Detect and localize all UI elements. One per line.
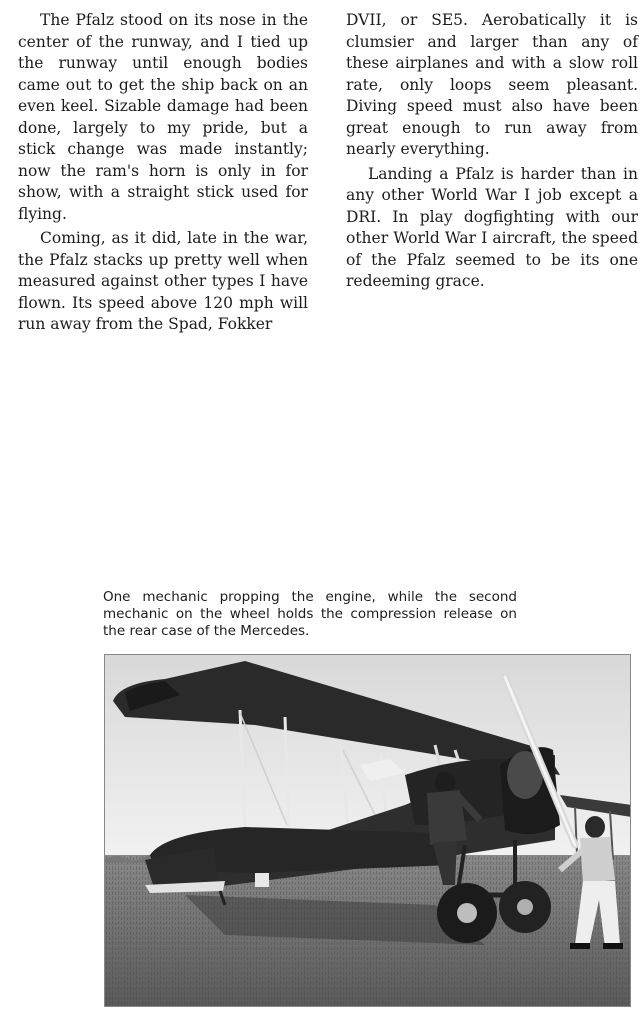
paragraph: The Pfalz stood on its nose in the center of the runway, and I tied up the runway until enough bodies came out to get the ship back on an even keel. Sizable damage had been done, largely to my pride, but a stick change was made instantly; now the ram's horn is only in for show, with a straight stick used for flying. bbox=[18, 11, 308, 223]
paragraph: Landing a Pfalz is harder than in any other World War I job except a DRI. In play dogfighting with our other World War I aircraft, the speed of the Pfalz seemed to be its one redeeming grace. bbox=[346, 164, 638, 290]
paragraph-continued: DVII, or SE5. Aerobatically it is clumsier and larger than any of these airplanes and with a slow roll rate, only loops seem pleasant. Diving speed must also have been great enough to run away from nearly everything. bbox=[346, 11, 638, 158]
figure-caption: One mechanic propping the engine, while the second mechanic on the wheel holds the compression release on the rear case of the Mercedes. bbox=[103, 589, 517, 639]
biplane-photo bbox=[104, 654, 631, 1007]
left-text-column bbox=[18, 10, 308, 339]
paragraph: Coming, as it did, late in the war, the Pfalz stacks up pretty well when measured against other types I have flown. Its speed above 120 mph will run away from the Spad, Fokker bbox=[18, 229, 308, 333]
right-text-column bbox=[346, 10, 638, 296]
